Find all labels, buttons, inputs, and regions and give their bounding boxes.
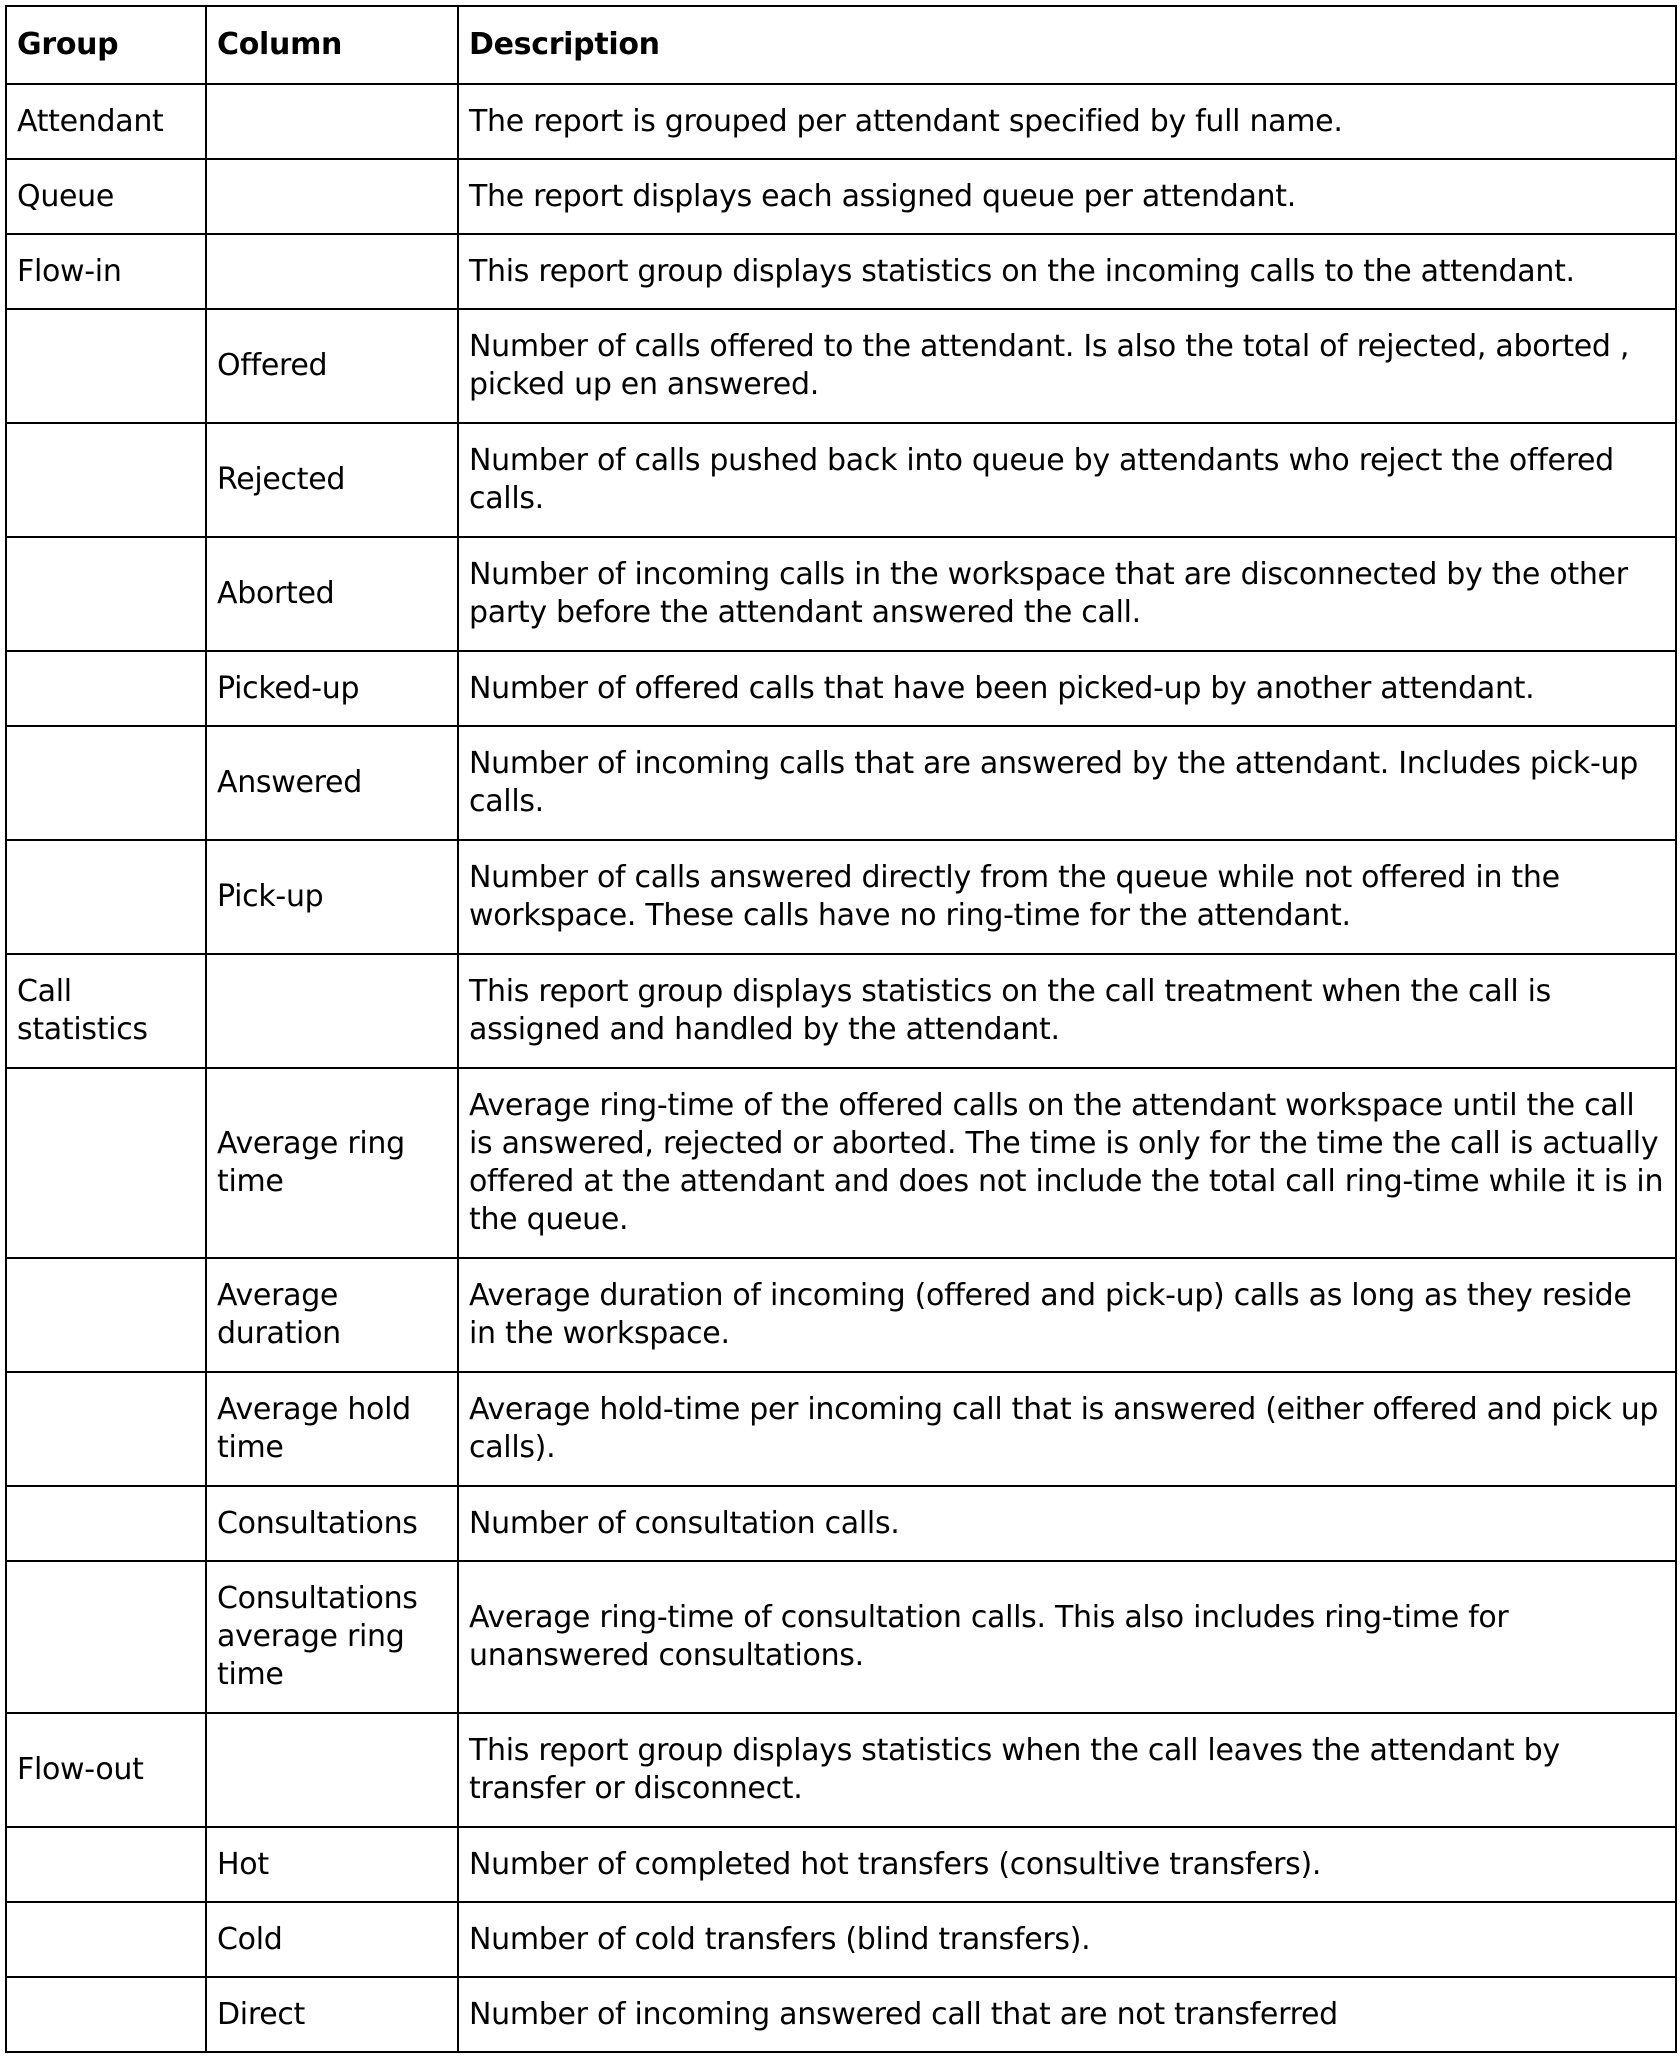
table-row: [6, 309, 1676, 423]
column-cell: [206, 84, 458, 159]
header-column: Column: [206, 6, 458, 84]
header-description: Description: [458, 6, 1676, 84]
group-cell: Queue: [6, 159, 206, 234]
table-row: [6, 1486, 1676, 1561]
group-cell: [6, 1977, 206, 2052]
group-cell: [6, 1258, 206, 1372]
table-row: [6, 159, 1676, 234]
column-cell: Direct: [206, 1977, 458, 2052]
description-cell: Number of calls offered to the attendant. Is also the total of rejected, aborted , picked up en answered.: [458, 309, 1676, 423]
group-cell: Flow-out: [6, 1713, 206, 1827]
column-cell: Consultations average ring time: [206, 1561, 458, 1713]
description-cell: This report group displays statistics on the call treatment when the call is assigned and handled by the attendant.: [458, 954, 1676, 1068]
description-cell: Average duration of incoming (offered and pick-up) calls as long as they reside in the workspace.: [458, 1258, 1676, 1372]
table-row: [6, 1068, 1676, 1258]
column-cell: Pick-up: [206, 840, 458, 954]
table-row: [6, 1977, 1676, 2052]
description-cell: Average ring-time of consultation calls. This also includes ring-time for unanswered consultations.: [458, 1561, 1676, 1713]
description-cell: Number of cold transfers (blind transfers).: [458, 1902, 1676, 1977]
description-cell: The report displays each assigned queue per attendant.: [458, 159, 1676, 234]
column-cell: Aborted: [206, 537, 458, 651]
column-cell: [206, 159, 458, 234]
description-cell: This report group displays statistics when the call leaves the attendant by transfer or disconnect.: [458, 1713, 1676, 1827]
description-cell: Number of calls answered directly from the queue while not offered in the workspace. These calls have no ring-time for the attendant.: [458, 840, 1676, 954]
table-row: [6, 651, 1676, 726]
column-cell: Average ring time: [206, 1068, 458, 1258]
table-row: [6, 954, 1676, 1068]
description-cell: The report is grouped per attendant specified by full name.: [458, 84, 1676, 159]
table-row: [6, 1258, 1676, 1372]
group-cell: [6, 1068, 206, 1258]
description-cell: Number of calls pushed back into queue by attendants who reject the offered calls.: [458, 423, 1676, 537]
group-cell: [6, 651, 206, 726]
column-cell: Offered: [206, 309, 458, 423]
report-columns-table: [5, 5, 1677, 2053]
header-group: Group: [6, 6, 206, 84]
group-cell: [6, 537, 206, 651]
table-row: [6, 234, 1676, 309]
column-cell: Average duration: [206, 1258, 458, 1372]
table-row: [6, 840, 1676, 954]
group-cell: [6, 1372, 206, 1486]
group-cell: [6, 309, 206, 423]
group-cell: [6, 1486, 206, 1561]
group-cell: [6, 726, 206, 840]
column-cell: [206, 1713, 458, 1827]
column-cell: [206, 234, 458, 309]
table-row: [6, 1372, 1676, 1486]
group-cell: [6, 1827, 206, 1902]
group-cell: [6, 1561, 206, 1713]
column-cell: Answered: [206, 726, 458, 840]
column-cell: Consultations: [206, 1486, 458, 1561]
description-cell: Number of incoming calls that are answered by the attendant. Includes pick-up calls.: [458, 726, 1676, 840]
column-cell: Rejected: [206, 423, 458, 537]
table-row: [6, 423, 1676, 537]
table-row: [6, 84, 1676, 159]
group-cell: [6, 840, 206, 954]
description-cell: Number of consultation calls.: [458, 1486, 1676, 1561]
description-cell: Average ring-time of the offered calls on the attendant workspace until the call is answered, rejected or aborted. The time is only for the time the call is actually offered at the attendant and does not include the total call ring-time while it is in the queue.: [458, 1068, 1676, 1258]
table-row: [6, 1713, 1676, 1827]
column-cell: Cold: [206, 1902, 458, 1977]
table-row: [6, 1827, 1676, 1902]
description-cell: Number of incoming calls in the workspace that are disconnected by the other party before the attendant answered the call.: [458, 537, 1676, 651]
group-cell: Flow-in: [6, 234, 206, 309]
group-cell: Call statistics: [6, 954, 206, 1068]
table-row: [6, 726, 1676, 840]
column-cell: Picked-up: [206, 651, 458, 726]
description-cell: Number of completed hot transfers (consultive transfers).: [458, 1827, 1676, 1902]
description-cell: This report group displays statistics on the incoming calls to the attendant.: [458, 234, 1676, 309]
description-cell: Average hold-time per incoming call that is answered (either offered and pick up calls).: [458, 1372, 1676, 1486]
description-cell: Number of offered calls that have been picked-up by another attendant.: [458, 651, 1676, 726]
table-row: [6, 1902, 1676, 1977]
table-header-row: [6, 6, 1676, 84]
column-cell: [206, 954, 458, 1068]
group-cell: [6, 423, 206, 537]
table-row: [6, 1561, 1676, 1713]
group-cell: Attendant: [6, 84, 206, 159]
description-cell: Number of incoming answered call that are not transferred: [458, 1977, 1676, 2052]
group-cell: [6, 1902, 206, 1977]
table-row: [6, 537, 1676, 651]
column-cell: Hot: [206, 1827, 458, 1902]
column-cell: Average hold time: [206, 1372, 458, 1486]
